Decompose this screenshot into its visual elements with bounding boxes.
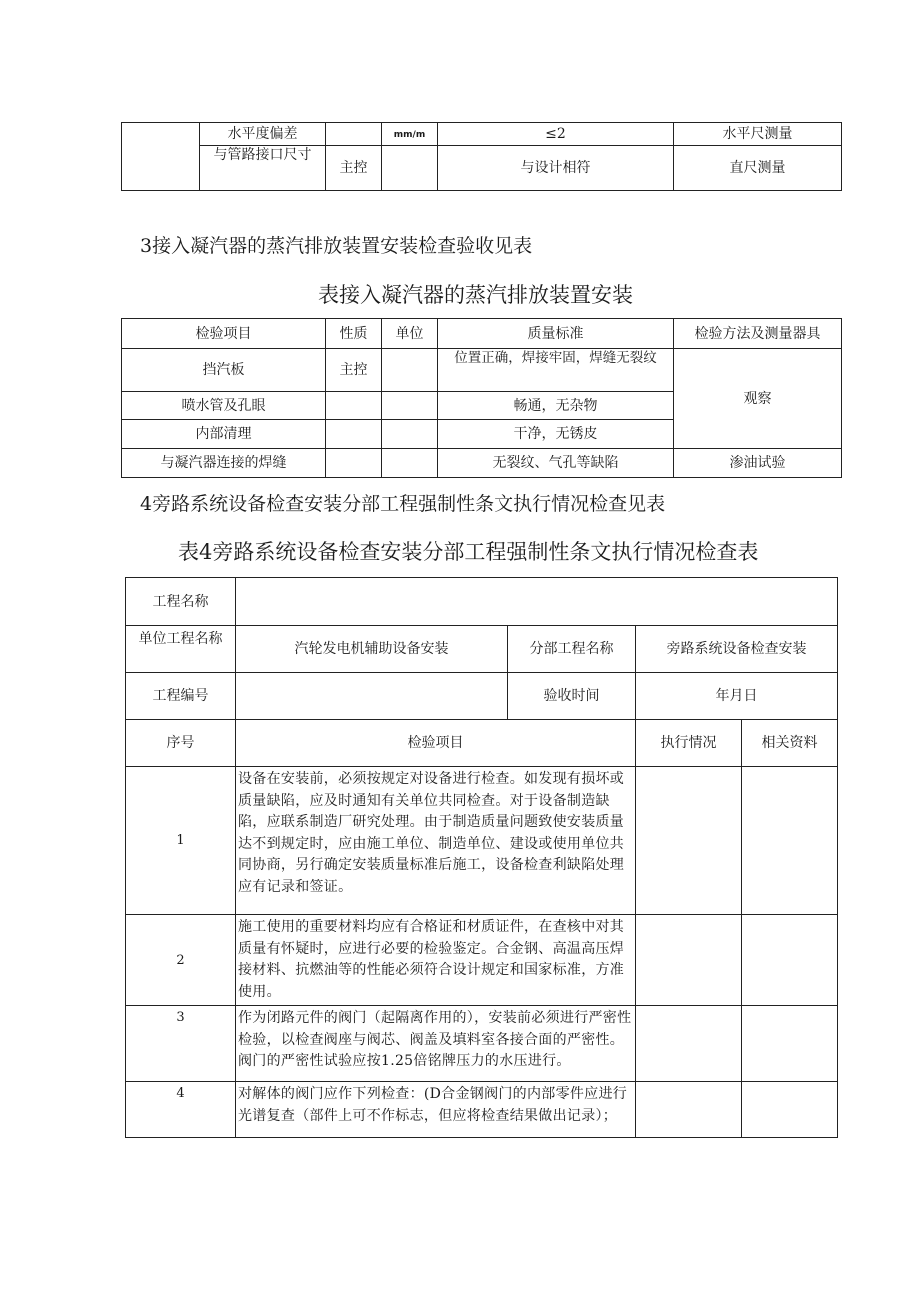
table-title: 表4旁路系统设备检查安装分部工程强制性条文执行情况检查表: [178, 540, 759, 564]
field-label: 验收时间: [508, 673, 636, 720]
table-cell: 渗油试验: [674, 449, 842, 478]
table-cell: 主控: [326, 146, 382, 191]
table-cell: 与设计相符: [438, 146, 674, 191]
unit-label: mm/m: [393, 130, 426, 140]
field-value: 年月日: [636, 673, 838, 720]
mandatory-provisions-table: [125, 577, 838, 1138]
field-label: 单位工程名称: [126, 626, 236, 673]
table-cell: 水平尺测量: [674, 123, 842, 146]
table-cell: 内部清理: [122, 420, 326, 449]
field-value: [236, 673, 508, 720]
table-title: 表接入凝汽器的蒸汽排放装置安装: [318, 283, 633, 307]
docs-cell: [742, 1006, 838, 1082]
field-label: 工程编号: [126, 673, 236, 720]
table-cell: [326, 123, 382, 146]
field-value: 汽轮发电机辅助设备安装: [236, 626, 508, 673]
column-header: 相关资料: [742, 720, 838, 767]
inspection-item-text: 施工使用的重要材料均应有合格证和材质证件，在查核中对其质量有怀疑时，应进行必要的检验鉴定。合金钢、高温高压焊接材料、抗燃油等的性能必须符合设计规定和国家标准，方准使用。: [236, 915, 636, 1006]
table-cell: [382, 449, 438, 478]
row-number: [126, 767, 236, 915]
table-cell: [326, 392, 382, 420]
table-cell-merged: 观察: [674, 349, 842, 449]
row-number-text: 2: [176, 952, 185, 968]
table-cell: [382, 146, 438, 191]
docs-cell: [742, 767, 838, 915]
table-cell: 干净，无锈皮: [438, 420, 674, 449]
docs-cell: [742, 1082, 838, 1138]
column-header: 检验方法及测量器具: [674, 319, 842, 349]
section-heading: 3接入凝汽器的蒸汽排放装置安装检查验收见表: [140, 235, 533, 257]
table-cell: 直尺测量: [674, 146, 842, 191]
steam-discharge-table: [121, 318, 842, 478]
table-continued: [121, 122, 842, 191]
table-cell: 水平度偏差: [200, 123, 326, 146]
table-cell: [326, 420, 382, 449]
column-header: 质量标准: [438, 319, 674, 349]
row-number-text: 4: [176, 1086, 185, 1101]
section-heading: 4旁路系统设备检查安装分部工程强制性条文执行情况检查见表: [140, 493, 666, 515]
column-header: 性质: [326, 319, 382, 349]
row-number: [126, 915, 236, 1006]
docs-cell: [742, 915, 838, 1006]
status-cell: [636, 1006, 742, 1082]
table-cell: [382, 349, 438, 392]
field-value: [236, 578, 838, 626]
column-header: 单位: [382, 319, 438, 349]
table-cell: [382, 123, 438, 146]
field-label: 工程名称: [126, 578, 236, 626]
inspection-item-text: 设备在安装前，必须按规定对设备进行检查。如发现有损坏或质量缺陷，应及时通知有关单位共同检查。对于设备制造缺陷，应联系制造厂研究处理。由于制造质量问题致使安装质量达不到规定时，应由施工单位、制造单位、建设或使用单位共同协商，另行确定安装质量标准后施工，设备检查利缺陷处理应有记录和签证。: [236, 767, 636, 915]
table-cell-empty: [122, 123, 200, 191]
table-cell: [382, 392, 438, 420]
row-number: [126, 1006, 236, 1082]
column-header: 检验项目: [236, 720, 636, 767]
table-cell: [382, 420, 438, 449]
row-number-text: 1: [176, 833, 185, 848]
table-cell: 与凝汽器连接的焊缝: [122, 449, 326, 478]
field-value: 旁路系统设备检查安装: [636, 626, 838, 673]
table-cell: 位置正确，焊接牢固，焊缝无裂纹: [438, 349, 674, 392]
table-cell: 挡汽板: [122, 349, 326, 392]
table-cell: 无裂纹、气孔等缺陷: [438, 449, 674, 478]
table-cell: 喷水管及孔眼: [122, 392, 326, 420]
table-cell: [326, 449, 382, 478]
row-number: [126, 1082, 236, 1138]
status-cell: [636, 767, 742, 915]
inspection-item-text: 作为闭路元件的阀门（起隔离作用的），安装前必须进行严密性检验，以检查阀座与阀芯、阀盖及填料室各接合面的严密性。阀门的严密性试验应按1.25倍铭牌压力的水压进行。: [236, 1006, 636, 1082]
field-label: 分部工程名称: [508, 626, 636, 673]
table-cell: 与管路接口尺寸: [200, 146, 326, 191]
table-cell: ≤2: [438, 123, 674, 146]
table-cell: 主控: [326, 349, 382, 392]
column-header: 检验项目: [122, 319, 326, 349]
inspection-item-text: 对解体的阀门应作下列检查：(D合金钢阀门的内部零件应进行光谱复查（部件上可不作标志，但应将检查结果做出记录）；: [236, 1082, 636, 1138]
column-header: 执行情况: [636, 720, 742, 767]
status-cell: [636, 915, 742, 1006]
row-number-text: 3: [176, 1010, 185, 1025]
column-header: 序号: [126, 720, 236, 767]
status-cell: [636, 1082, 742, 1138]
table-cell: 畅通，无杂物: [438, 392, 674, 420]
